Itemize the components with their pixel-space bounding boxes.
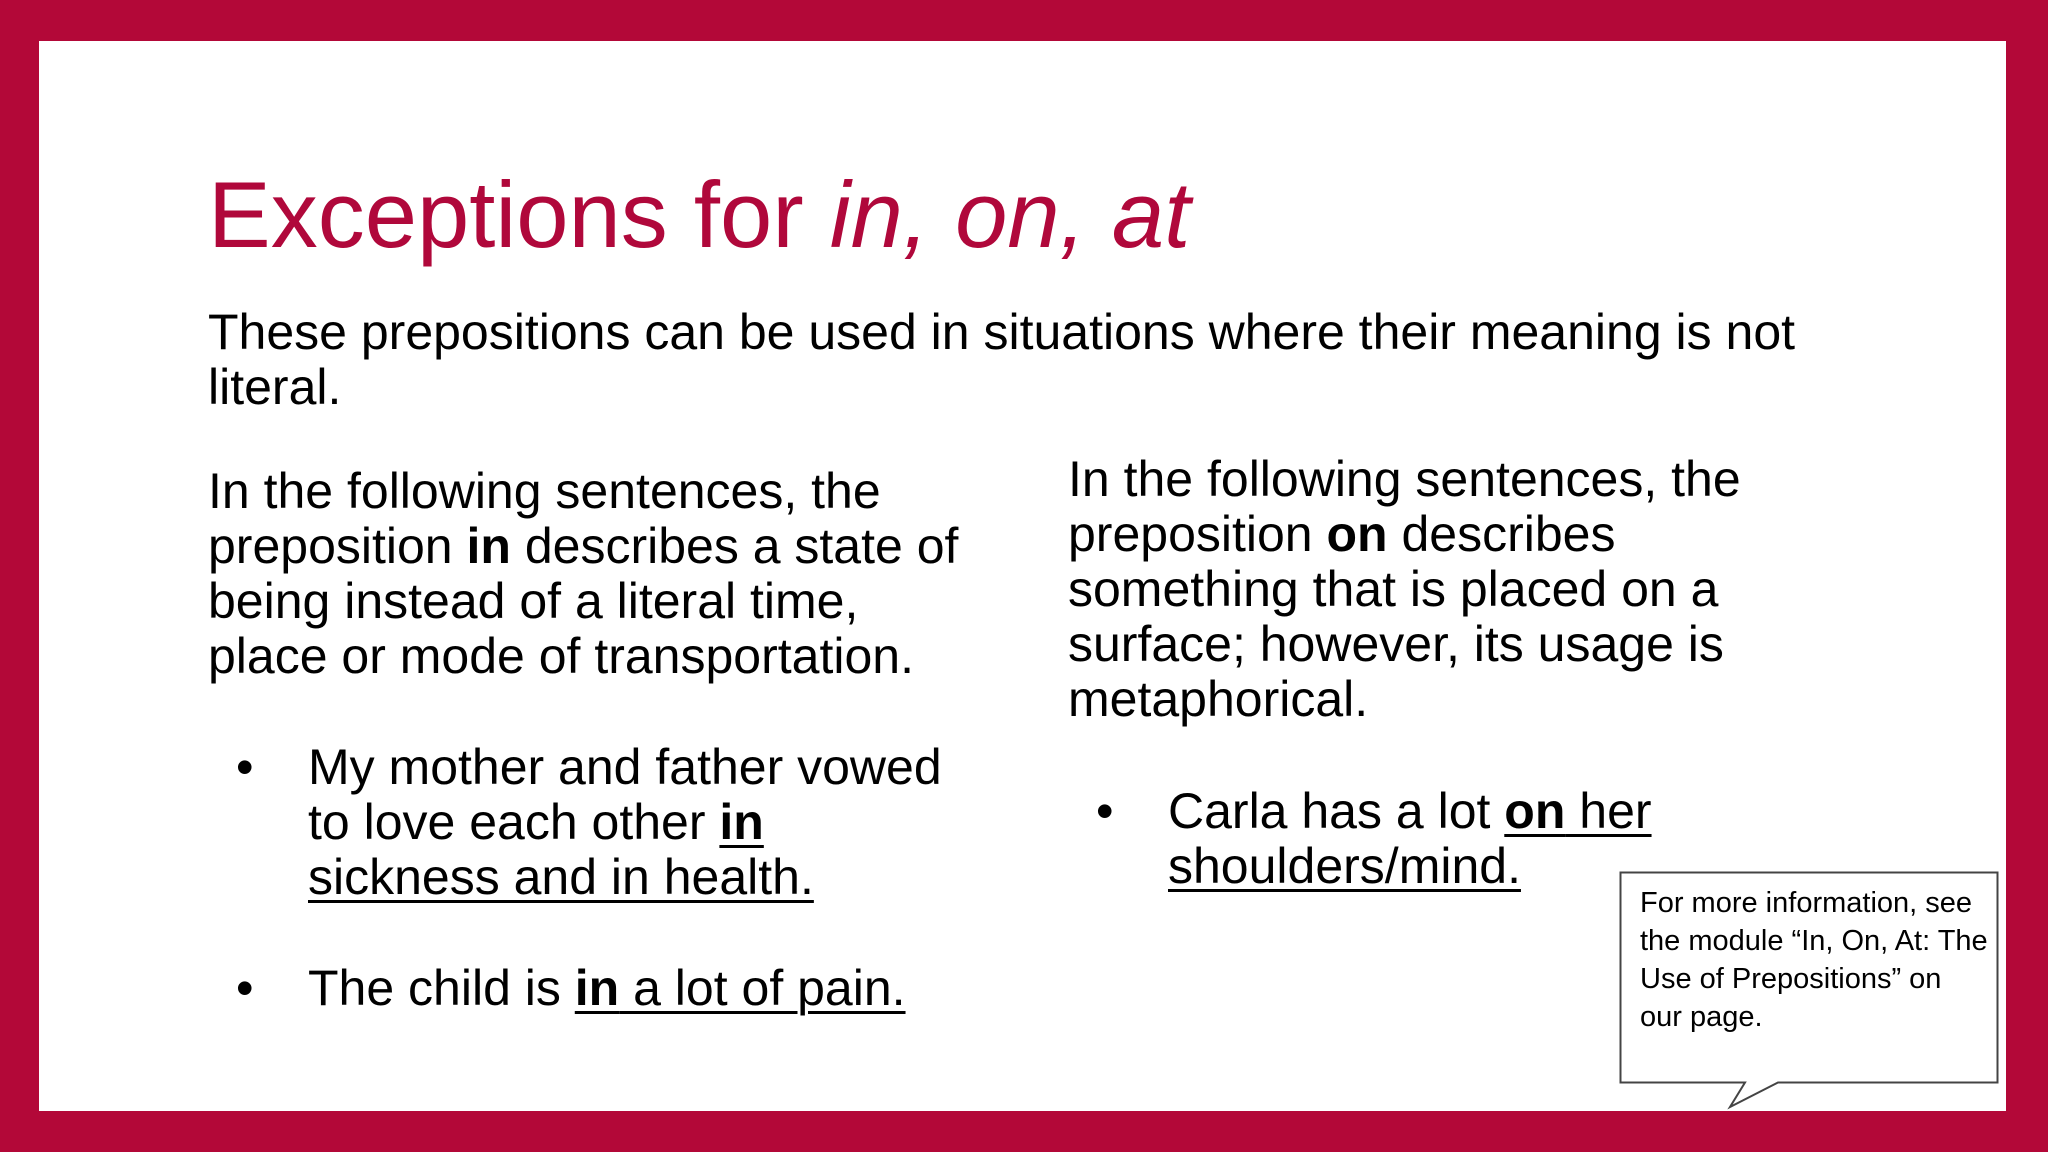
bullet1-plain: My mother and father vowed to love each other: [308, 739, 942, 850]
bullet-dot: •: [236, 960, 254, 1016]
bullet2-underlined: a lot of pain.: [619, 960, 906, 1016]
right-para-bold: on: [1326, 506, 1388, 562]
bullet-text: [1168, 784, 1688, 894]
right-bullet1-underlined: her shoulders/mind.: [1168, 783, 1652, 894]
left-para-bold: in: [466, 518, 511, 574]
left-paragraph: [208, 464, 968, 684]
intro-text: These prepositions can be used in situations where their meaning is not literal.: [208, 304, 1796, 415]
bullet-text: [308, 961, 988, 1016]
bullet1-underlined: sickness and in health.: [308, 849, 814, 905]
slide-title: [208, 160, 1190, 270]
bullet1-bold: in: [719, 794, 764, 850]
right-para-post: describes something that is placed on a surface; however, its usage is metaphorical.: [1068, 506, 1724, 727]
right-bullet1-bold: on: [1504, 783, 1566, 839]
right-bullet1-plain: Carla has a lot: [1168, 783, 1505, 839]
right-para-pre: In the following sentences, the preposition: [1068, 451, 1741, 562]
bullet2-bold: in: [574, 960, 620, 1016]
left-para-pre: In the following sentences, the preposition: [208, 463, 881, 574]
info-callout: [1620, 872, 1998, 1082]
bullet-dot: •: [236, 739, 254, 795]
bullet-dot: •: [1096, 783, 1114, 839]
bullet-text: [308, 740, 988, 905]
left-para-post: describes a state of being instead of a literal time, place or mode of transportation.: [208, 518, 959, 684]
right-paragraph: [1068, 452, 1788, 727]
title-main: Exceptions for: [208, 162, 830, 267]
bullet2-plain: The child is: [308, 960, 575, 1016]
title-italic: in, on, at: [829, 162, 1191, 267]
callout-text: For more information, see the module “In, On, At: The Use of Prepositions” on our page.: [1640, 887, 1988, 1033]
